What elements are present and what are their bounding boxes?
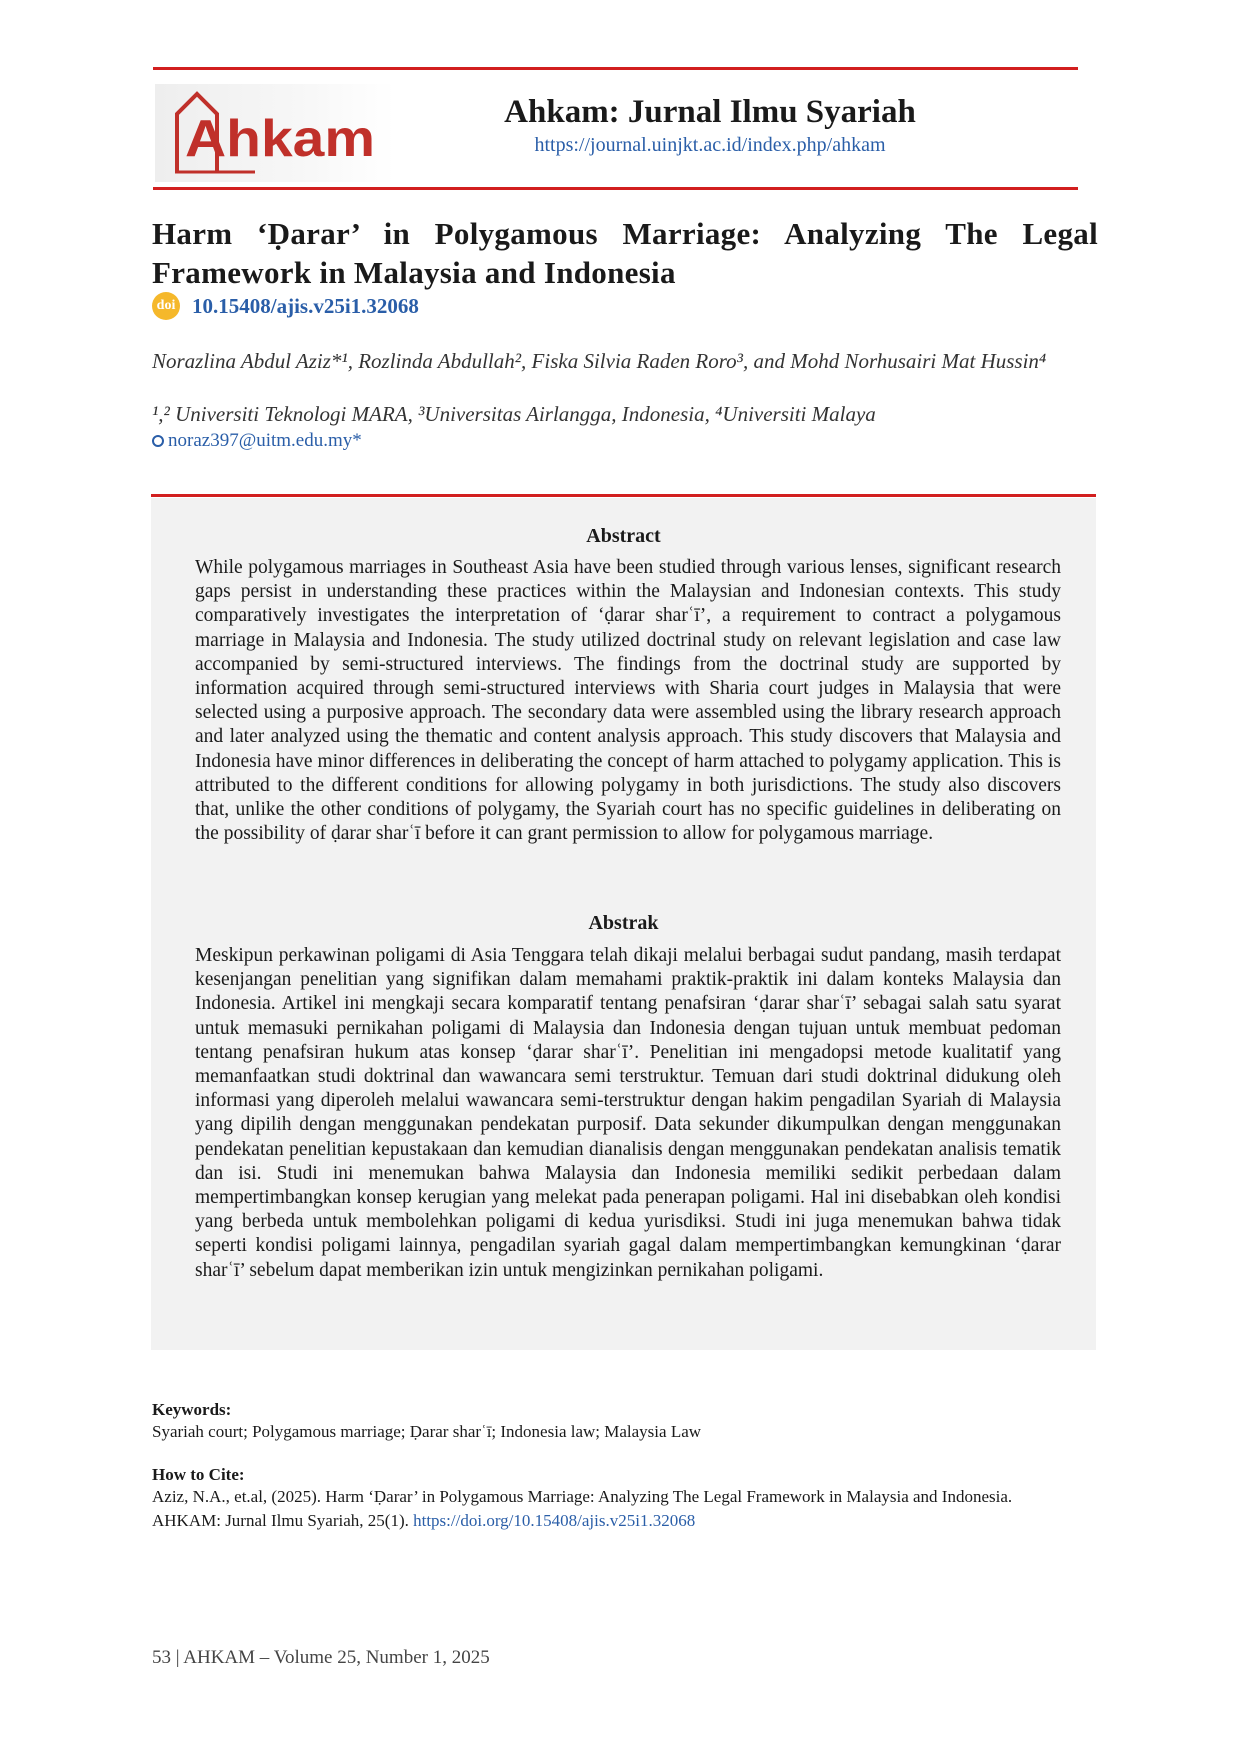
abstrak-text: Meskipun perkawinan poligami di Asia Tenggara telah dikaji melalui berbagai sudut pandang, masih terdapat kesenjangan penelitian yang signifikan dalam memahami praktik-praktik ini dalam konteks Malaysia dan Indonesia. Artikel ini mengkaji secara komparatif tentang penafsiran ‘ḍarar sharʿī’ sebagai salah satu syarat untuk memasuki pernikahan poligami di Malaysia dan Indonesia dengan tujuan untuk membuat pedoman tentang penafsiran hukum atas konsep ‘ḍarar sharʿī’. Penelitian ini mengadopsi metode kualitatif yang memanfaatkan studi doktrinal dan wawancara semi terstruktur. Temuan dari studi doktrinal didukung oleh informasi yang diperoleh melalui wawancara semi-terstruktur dengan hakim pengadilan Syariah di Malaysia yang dipilih dengan menggunakan pendekatan purposif. Data sekunder dikumpulkan dengan menggunakan pendekatan penelitian kepustakaan dan kemudian dianalisis dengan menggunakan pendekatan analisis tematik dan isi. Studi ini menemukan bahwa Malaysia dan Indonesia memiliki sedikit perbedaan dalam mempertimbangkan konsep kerugian yang melekat pada penerapan poligami. Hal ini disebabkan oleh kondisi yang berbeda untuk membolehkan poligami di kedua yurisdiksi. Studi ini juga menemukan bahwa tidak seperti kondisi poligami lainnya, pengadilan syariah gagal dalam mempertimbangkan kemungkinan ‘ḍarar sharʿī’ sebelum dapat memberikan izin untuk mengizinkan pernikahan poligami. [195, 945, 1061, 1281]
affiliations: ¹,² Universiti Teknologi MARA, ³Universitas Airlangga, Indonesia, ⁴Universiti Malaya [152, 402, 876, 426]
cite-label: How to Cite: [152, 1465, 245, 1484]
corresponding-email [152, 430, 362, 452]
header-bottom-divider [153, 187, 1078, 190]
cite-doi-link[interactable]: https://doi.org/10.15408/ajis.v25i1.32068 [413, 1511, 696, 1530]
doi-link[interactable]: 10.15408/ajis.v25i1.32068 [192, 293, 419, 318]
abstract-heading: Abstract [586, 525, 661, 547]
footer-separator: | [175, 1647, 180, 1668]
abstrak-heading: Abstrak [588, 912, 659, 934]
journal-title: Ahkam: Jurnal Ilmu Syariah [504, 94, 916, 130]
journal-logo [155, 84, 395, 182]
cite-source: AHKAM: Jurnal Ilmu Syariah, 25(1). [152, 1511, 409, 1530]
email-icon [152, 435, 164, 447]
header-top-divider [153, 67, 1078, 70]
abstract-box [151, 498, 1096, 1350]
doi-icon: doi [152, 292, 180, 320]
author-list: Norazlina Abdul Aziz*¹, Rozlinda Abdullah², Fiska Silvia Raden Roro³, and Mohd Norhusairi Mat Hussin⁴ [152, 349, 1047, 373]
article-title: Harm ‘Ḍarar’ in Polygamous Marriage: Analyzing The Legal Framework in Malaysia and Indonesia [152, 216, 1098, 290]
doi-row [152, 292, 419, 320]
footer-journal-info: AHKAM – Volume 25, Number 1, 2025 [183, 1647, 490, 1668]
svg-text:Ahkam: Ahkam [185, 110, 375, 168]
page-footer [152, 1647, 490, 1669]
journal-url-link[interactable]: https://journal.uinjkt.ac.id/index.php/ahkam [534, 134, 886, 156]
abstract-text: While polygamous marriages in Southeast Asia have been studied through various lenses, significant research gaps persist in understanding these practices within the Malaysian and Indonesian contexts. This study comparatively investigates the interpretation of ‘ḍarar sharʿī’, a requirement to contract a polygamous marriage in Malaysia and Indonesia. The study utilized doctrinal study on relevant legislation and case law accompanied by semi-structured interviews. The findings from the doctrinal study are supported by information acquired through semi-structured interviews with Sharia court judges in Malaysia that were selected using a purposive approach. The secondary data were assembled using the library research approach and later analyzed using the thematic and content analysis approach. This study discovers that Malaysia and Indonesia have minor differences in deliberating the concept of harm attached to polygamy application. This is attributed to the different conditions for allowing polygamy in both jurisdictions. The study also discovers that, unlike the other conditions of polygamy, the Syariah court has no specific guidelines in deliberating on the possibility of ḍarar sharʿī before it can grant permission to allow for polygamous marriage. [195, 557, 1061, 845]
keywords-text: Syariah court; Polygamous marriage; Ḍarar sharʿī; Indonesia law; Malaysia Law [152, 1422, 702, 1441]
keywords-label: Keywords: [152, 1400, 232, 1419]
abstract-divider [151, 494, 1096, 497]
cite-line-1: Aziz, N.A., et.al, (2025). Harm ‘Ḍarar’ in Polygamous Marriage: Analyzing The Legal Framework in Malaysia and Indonesia. [152, 1487, 1013, 1506]
cite-line-2 [152, 1511, 695, 1531]
page-number: 53 [152, 1647, 171, 1668]
email-link[interactable]: noraz397@uitm.edu.my* [168, 430, 362, 451]
